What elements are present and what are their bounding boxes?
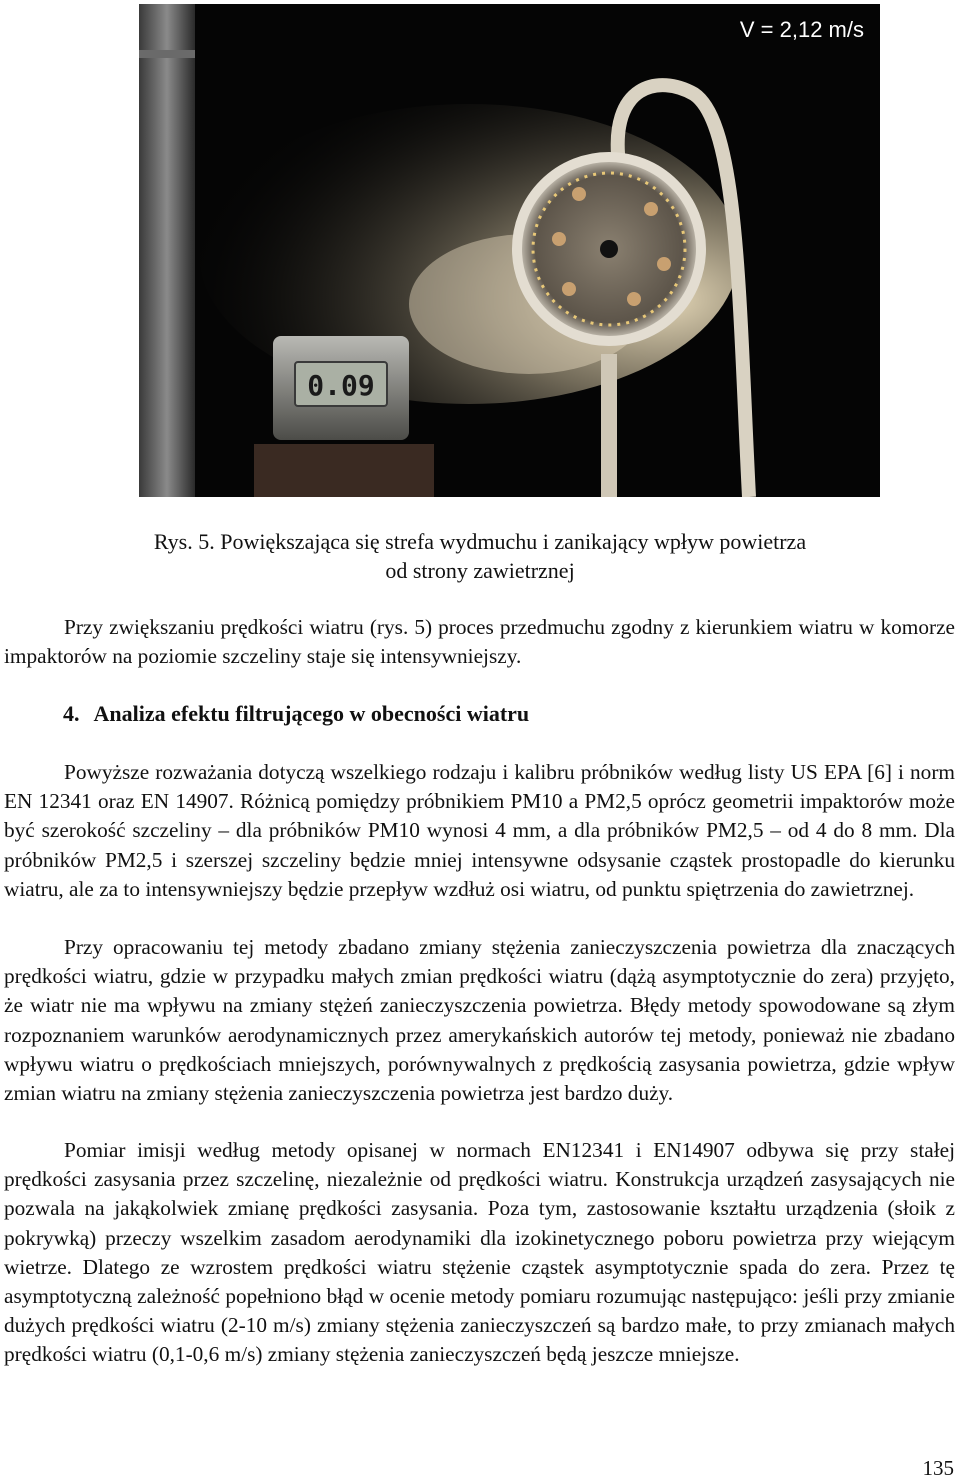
paragraph-1: Przy zwiększaniu prędkości wiatru (rys. 5) proces przedmuchu zgodny z kierunkiem wiatru w komorze impaktorów na poziomie szczeliny staje się intensywniejszy. bbox=[4, 615, 955, 669]
impactor-center-hole bbox=[600, 240, 618, 258]
figure-photo bbox=[139, 4, 880, 497]
figure-caption-line2: od strony zawietrznej bbox=[385, 558, 575, 583]
paragraph-2: Powyższe rozważania dotyczą wszelkiego rodzaju i kalibru próbników według listy US EPA [6] i norm EN 12341 oraz EN 14907. Różnicą pomiędzy próbnikiem PM10 a PM2,5 oprócz geometrii impaktorów może być szerokość szczeliny – dla próbników PM10 wynosi 4 mm, a dla próbników PM2,5 – od 4 do 8 mm. Dla próbników PM2,5 i szerszej szczeliny będzie mniej intensywne odsysanie cząstek prostopadle do kierunku wiatru, ale za to intensywniejszy będzie przepływ wzdłuż osi wiatru, od punktu spiętrzenia do zawietrznej. bbox=[4, 760, 955, 901]
pole bbox=[139, 4, 195, 497]
page-number: 135 bbox=[922, 1456, 954, 1480]
section-title: Analiza efektu filtrującego w obecności wiatru bbox=[93, 701, 530, 726]
figure-caption-line1: Rys. 5. Powiększająca się strefa wydmuchu i zanikający wpływ powietrza bbox=[153, 529, 807, 554]
section-number: 4. bbox=[63, 701, 80, 726]
anemometer-reading: 0.09 bbox=[307, 369, 375, 402]
velocity-label: V = 2,12 m/s bbox=[739, 17, 864, 42]
section-heading bbox=[63, 701, 529, 727]
paragraph-4: Pomiar imisji według metody opisanej w normach EN12341 i EN14907 odbywa się przy stałej prędkości zasysania przez szczelinę, niezależnie od prędkości wiatru. Konstrukcja urządzeń zasysających nie pozwala na jakąkolwiek zmianę prędkości zasysania. Poza tym, zastosowanie kształtu urządzenia (słoik z pokrywką) przeczy wszelkim zasadom aerodynamiki dla izokinetycznego poboru powietrza przy wiejącym wietrze. Dlatego ze wzrostem prędkości wiatru stężenie cząstek asymptotycznie spada do zera. Przez tę asymptotyczną zależność popełniono błąd w ocenie metody pomiaru rozumując następująco: jeśli przy zmianie dużych prędkości wiatru (2-10 m/s) zmiany stężenia zanieczyszczeń są bardzo małe, to przy zmianach małych prędkości wiatru (0,1-0,6 m/s) zmiany stężenia zanieczyszczeń będą jeszcze mniejsze. bbox=[4, 1138, 955, 1367]
pedestal bbox=[254, 444, 434, 497]
paragraph-3: Przy opracowaniu tej metody zbadano zmiany stężenia zanieczyszczenia powietrza dla znaczących prędkości wiatru, gdzie w przypadku małych zmian prędkości wiatru (dążą asymptotycznie do zera) przyjęto, że wiatr nie ma wpływu na zmiany stężeń zanieczyszczenia powietrza. Błędy metody spowodowane są złym rozpoznaniem warunków aerodynamicznych przez amerykańskich autorów tej metody, ponieważ nie zbadano wpływu wiatru o prędkościach mniejszych, porównywalnych z prędkością zasysania powietrza, gdzie wpływ zmian wiatru na zmiany stężenia zanieczyszczenia powietrza jest bardzo duży. bbox=[4, 935, 955, 1106]
impactor-photo-illustration bbox=[139, 4, 880, 497]
